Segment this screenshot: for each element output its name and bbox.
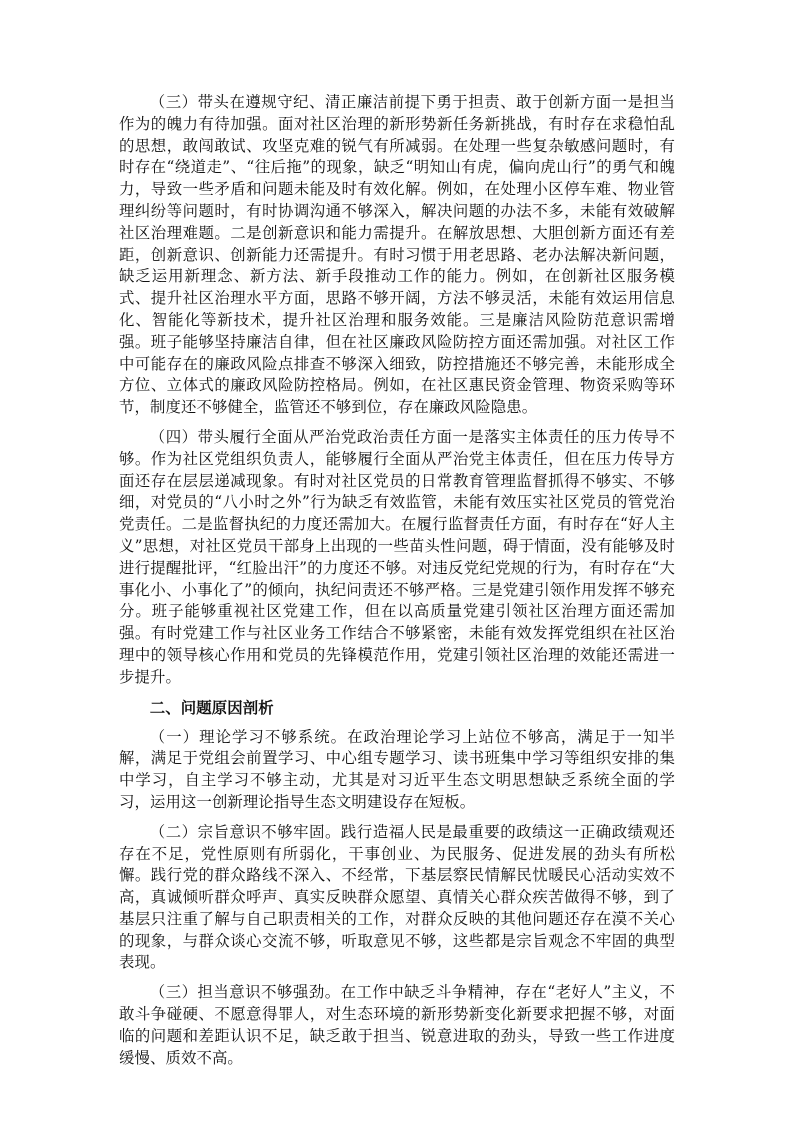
section-heading-cause-analysis: 二、问题原因剖析: [149, 698, 274, 717]
paragraph-party-responsibility: （四）带头履行全面从严治党政治责任方面一是落实主体责任的压力传导不够。作为社区党组织负责人，能够履行全面从严治党主体责任，但在压力传导方面还存在层层递减现象。有时对社区党员的日常教育管理监督抓得不够实、不够细，对党员的“八小时之外”行为缺乏有效监管，未能有效压实社区党员的管党治党责任。二是监督执纪的力度还需加大。在履行监督责任方面，有时存在“好人主义”思想，对社区党员干部身上出现的一些苗头性问题，碍于情面，没有能够及时进行提醒批评，“红脸出汗”的力度还不够。对违反党纪党规的行为，有时存在“大事化小、小事化了”的倾向，执纪问责还不够严格。三是党建引领作用发挥不够充分。班子能够重视社区党建工作，但在以高质量党建引领社区治理方面还需加强。有时党建工作与社区业务工作结合不够紧密，未能有效发挥党组织在社区治理中的领导核心作用和党员的先锋模范作用，党建引领社区治理的效能还需进一步提升。: [119, 427, 675, 686]
paragraph-discipline-innovation: （三）带头在遵规守纪、清正廉洁前提下勇于担责、敢于创新方面一是担当作为的魄力有待加强。面对社区治理的新形势新任务新挑战，有时存在求稳怕乱的思想，敢闯敢试、攻坚克难的锐气有所减弱。在处理一些复杂敏感问题时，有时存在“绕道走”、“往后拖”的现象，缺乏“明知山有虎，偏向虎山行”的勇气和魄力，导致一些矛盾和问题未能及时有效化解。例如，在处理小区停车难、物业管理纠纷等问题时，有时协调沟通不够深入，解决问题的办法不多，未能有效破解社区治理难题。二是创新意识和能力需提升。在解放思想、大胆创新方面还有差距，创新意识、创新能力还需提升。有时习惯于用老思路、老办法解决新问题，缺乏运用新理念、新方法、新手段推动工作的能力。例如，在创新社区服务模式、提升社区治理水平方面，思路不够开阔，方法不够灵活，未能有效运用信息化、智能化等新技术，提升社区治理和服务效能。三是廉洁风险防范意识需增强。班子能够坚持廉洁自律，但在社区廉政风险防控方面还需加强。对社区工作中可能存在的廉政风险点排查不够深入细致，防控措施还不够完善，未能形成全方位、立体式的廉政风险防控格局。例如，在社区惠民资金管理、物资采购等环节，制度还不够健全，监管还不够到位，存在廉政风险隐患。: [119, 93, 675, 417]
paragraph-responsibility-awareness: （三）担当意识不够强劲。在工作中缺乏斗争精神，存在“老好人”主义，不敢斗争碰硬、不愿意得罪人，对生态环境的新形势新变化新要求把握不够，对面临的问题和差距认识不足，缺乏敢于担当、锐意进取的劲头，导致一些工作进度缓慢、质效不高。: [119, 983, 675, 1067]
document-page: [119, 92, 675, 1077]
paragraph-purpose-awareness: （二）宗旨意识不够牢固。践行造福人民是最重要的政绩这一正确政绩观还存在不足，党性原则有所弱化，干事创业、为民服务、促进发展的劲头有所松懈。践行党的群众路线不深入、不经常，下基层察民情解民忧暖民心活动实效不高，真诚倾听群众呼声、真实反映群众愿望、真情关心群众疾苦做得不够，到了基层只注重了解与自己职责相关的工作，对群众反映的其他问题还存在漠不关心的现象，与群众谈心交流不够，听取意见不够，这些都是宗旨观念不牢固的典型表现。: [119, 822, 675, 972]
paragraph-theory-study: （一）理论学习不够系统。在政治理论学习上站位不够高，满足于一知半解，满足于党组会前置学习、中心组专题学习、读书班集中学习等组织安排的集中学习，自主学习不够主动，尤其是对习近平生态文明思想缺乏系统全面的学习，运用这一创新理论指导生态文明建设存在短板。: [119, 727, 675, 811]
